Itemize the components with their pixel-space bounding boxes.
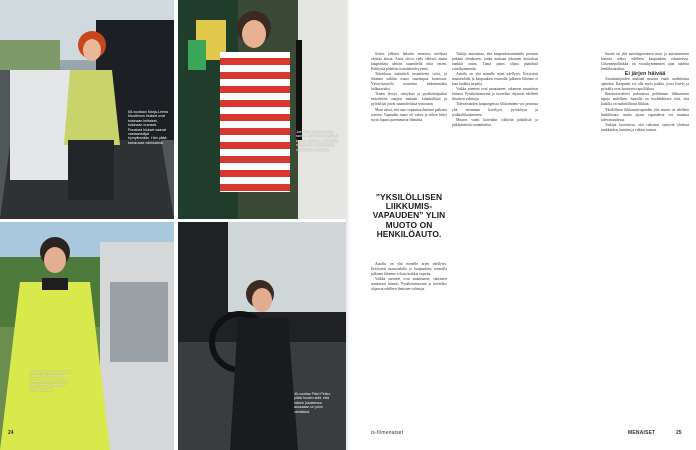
paragraph: Teiden leveys, risteykset ja pysäköintipaikat mitoitettiin autojen mukaan. Jalankulkijat ja pyöräilijät jäivät suunnittelussa sivuosaan. [371, 92, 447, 107]
page-gutter [346, 0, 350, 450]
paragraph: Autoilu on yhä monelle arjen edellytys. Erityisesti maaseudulla ja kaupunkien reunoilla julkinen liikenne ei kata kaikkia tarpeita. [371, 262, 447, 277]
page-number-left: 24 [8, 430, 14, 436]
photo-yellow-jacket-woman [0, 222, 174, 450]
article-column-2 [452, 52, 538, 437]
paragraph: Vaikka asenteet ovat muuttuneet, rakenteet muuttuvat hitaasti. Pysäköintinormit ja tieverkko ohjaavat edelleen ihmisten valintoja. [371, 277, 447, 292]
photo-caption: Tuuli Lehtiö on 35-vuotias kuvittaja. Hänestä on mukava kuunnella omia tuntojaan ja pukeutua niiden mukaan. [30, 370, 72, 392]
photo-caption: 68-vuotiaan Marja-Leena Muottimon hiukset ovat toisinaan keltaiset, toisinaan oranssit. Punaiset hiukset saavat vastaantulijat hymyilemään. Hän pitää katukuvaa värikkäänä. [128, 110, 168, 145]
paragraph: Moni uskoi, että auto vapauttaa ihmisen paikasta toiseen. Vapauden tunne oli vahva ja siihen liittyi myös lupaus paremmasta elämästä. [371, 107, 447, 122]
paragraph: Tehokkuus määritteli insinöörien työtä, ja liikenne nähtiin osana suurempaa koneistoa. Yksityisautoilu nostettiin tärkeimmäksi kulkutavaksi. [371, 72, 447, 92]
paragraph: Tulevaisuuden kaupungeissa liikkuminen voi perustua yhä enemmän kävelyyn, pyöräilyyn ja joukkoliikenteeseen. [452, 102, 538, 117]
paragraph: Muutos vaatii kuitenkin rohkeita päätöksiä ja pitkäjänteistä suunnittelua. [452, 117, 538, 127]
photo-red-haired-woman [0, 0, 174, 219]
paragraph: Yksilöllisen liikkumisvapauden ylin muoto on edelleen henkilöauto, mutta ajatus vapaudesta voi muuttua tulevaisuudessa. [601, 107, 689, 122]
page-number-right: 25 [676, 430, 682, 436]
paragraph: Vaikka asenteet ovat muuttuneet, rakenteet muuttuvat hitaasti. Pysäköintinormit ja tieverkko ohjaavat edelleen ihmisten valintoja. [452, 87, 538, 102]
paragraph: Asiantuntijoiden mukaan muutos vaatii uudenlaista ajattelua. Kaupunki voi olla myös paikka, jossa kävely ja pyöräily ovat luontevin tapa liikkua. [601, 77, 689, 92]
paragraph: Tutkijat korostavat, että ratkaisut syntyvät yhdessä asukkaiden, kuntien ja valtion kanssa. [601, 122, 689, 132]
photo-woman-in-car-art [178, 222, 346, 450]
footer-magazine-name: MENAISET [628, 430, 656, 436]
paragraph: Suomi on yhä autoriippuvainen maa, ja autoistumisen historia näkyy edelleen kaupunkien rakenteessa. Liikennepolitiikka on vuosikymmenten ajan tukenut henkilöautoilua. [601, 52, 689, 72]
paragraph: Sotien jälkeen halutiin monessa mielessä aloittaa alusta. Autot olivat vielä vähissä, mutta kaupunkeja alettiin suunnitella niitä varten. Kehitystä pidettiin itsestäänselvyytenä. [371, 52, 447, 72]
photo-yellow-jacket-woman-art [0, 222, 174, 450]
article-column-1 [371, 52, 447, 188]
paragraph: Ilmastotavoitteet pakottavat pohtimaan liikkumisen tapoja uudelleen. Samalla on huolehdittava siitä, että kaikilla on mahdollisuus liikkua. [601, 92, 689, 107]
footer-source-tag: is-fi/menaiset [371, 430, 404, 436]
pull-quote: ”YKSILÖLLISEN LIIKKUMIS-VAPAUDEN” YLIN MUOTO ON HENKILÖAUTO. [372, 192, 446, 239]
paragraph: Autoilu on yhä monelle arjen edellytys. Erityisesti maaseudulla ja kaupunkien reunoilla julkinen liikenne ei kata kaikkia tarpeita. [452, 72, 538, 87]
photo-striped-woman-art [178, 0, 346, 219]
photo-caption: 40-vuotias Päivi Pirkko pitää huolen siitä, että hänen jokaisessa asussaan on jokin väriläiskä. [294, 392, 331, 414]
section-subhead: Ei järjen häivää [624, 71, 666, 78]
paragraph: Tutkija muistuttaa, että kaupunkisuunnittelu perustui pitkään oletukseen, jonka mukaan jokainen kotitalous hankkii auton. Tämä ajatus ohjasi päätöksiä vuosikymmeniä. [452, 52, 538, 72]
photo-striped-woman [178, 0, 346, 219]
article-column-1-lower [371, 262, 447, 437]
article-column-3 [601, 52, 689, 437]
photo-woman-in-car [178, 222, 346, 450]
striped-shirt [220, 52, 290, 192]
photo-caption: Joensuun Kaisa Ikonen sanoo, että hänen tyyliinsä kuuluu rohkeus. Hän pitää raidallisista vaatteista ja värikkäistä mekoista. [296, 130, 339, 152]
